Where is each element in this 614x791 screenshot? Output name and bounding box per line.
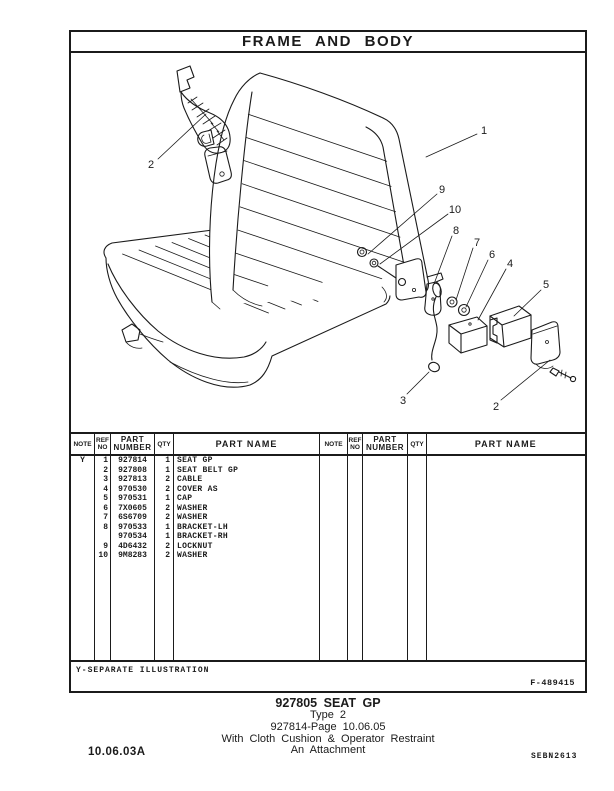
cell-part-6: 6S6709 — [111, 513, 155, 523]
cell-part-10: 9M8283 — [111, 551, 155, 561]
cell-part-2: 927813 — [111, 475, 155, 485]
empty-col-note — [320, 456, 348, 660]
callout-9-label: 9 — [438, 184, 446, 196]
page-frame — [69, 30, 587, 693]
cell-part-5: 7X0605 — [111, 504, 155, 514]
cell-name-0: SEAT GP — [177, 456, 213, 465]
cell-note-1 — [71, 466, 95, 476]
cable-part-drawing — [427, 282, 442, 373]
cell-note-8 — [71, 532, 95, 542]
col-header-note-2: NOTE — [320, 434, 348, 456]
callout-1-label: 1 — [480, 125, 488, 137]
filler-cell — [71, 561, 95, 661]
cell-ref-6: 7 — [95, 513, 111, 523]
filler-cell — [155, 561, 174, 661]
col-header-qty: QTY — [155, 434, 174, 456]
cell-ref-7: 8 — [95, 523, 111, 533]
cell-ref-0: 1 — [95, 456, 111, 466]
description-line-1: With Cloth Cushion & Operator Restraint — [221, 732, 435, 745]
callout-2b-label: 2 — [492, 401, 500, 413]
empty-col-qty — [408, 456, 427, 660]
callout-8-label: 8 — [452, 225, 460, 237]
callout-10-label: 10 — [448, 204, 462, 216]
cell-name-3: COVER AS — [177, 484, 218, 494]
cell-qty-6: 2 — [155, 513, 174, 523]
cell-qty-10: 2 — [155, 551, 174, 561]
parts-table-left — [71, 434, 320, 660]
cell-note-2 — [71, 475, 95, 485]
cell-part-3: 970530 — [111, 485, 155, 495]
cell-note-0: Y — [71, 456, 95, 466]
description-line-2: An Attachment — [290, 744, 366, 757]
cell-part-0: 927814 — [111, 456, 155, 466]
washer-6-drawing — [459, 305, 470, 316]
empty-col-part — [363, 456, 408, 660]
book-code: SEBN2613 — [531, 752, 578, 761]
cell-ref-8 — [95, 532, 111, 542]
part-group-title: 927805 SEAT GP — [275, 696, 381, 710]
table-footer-strip — [71, 660, 585, 691]
filler-cell — [111, 561, 155, 661]
washer-7-drawing — [447, 297, 457, 307]
filler-cell — [174, 561, 319, 661]
cell-qty-8: 1 — [155, 532, 174, 542]
page-title: FRAME AND BODY — [71, 32, 585, 53]
col-header-partnumber: PART NUMBER — [111, 434, 155, 456]
cell-ref-10: 10 — [95, 551, 111, 561]
cell-name-8: BRACKET-RH — [177, 532, 229, 541]
cell-name-6: WASHER — [177, 513, 208, 522]
cell-name-10: WASHER — [177, 551, 208, 560]
cell-part-9: 4D6432 — [111, 542, 155, 552]
col-header-note: NOTE — [71, 434, 95, 456]
cell-name-2: CABLE — [177, 475, 203, 484]
cell-name-5: WASHER — [177, 503, 208, 513]
separate-illustration-note: Y-SEPARATE ILLUSTRATION — [76, 666, 210, 675]
cell-ref-3: 4 — [95, 485, 111, 495]
cell-ref-1: 2 — [95, 466, 111, 476]
cell-part-1: 927808 — [111, 466, 155, 476]
filler-cell — [95, 561, 111, 661]
callout-3-label: 3 — [399, 395, 407, 407]
cell-note-9 — [71, 542, 95, 552]
cell-qty-7: 1 — [155, 523, 174, 533]
cell-name-9: LOCKNUT — [177, 541, 213, 551]
cell-qty-2: 2 — [155, 475, 174, 485]
cover-5-drawing — [490, 306, 531, 347]
cell-note-4 — [71, 494, 95, 504]
cell-qty-1: 1 — [155, 466, 174, 476]
cell-part-4: 970531 — [111, 494, 155, 504]
cell-ref-5: 6 — [95, 504, 111, 514]
col-header-partname-2: PART NAME — [427, 434, 585, 456]
page-footer — [69, 697, 587, 757]
cell-ref-9: 9 — [95, 542, 111, 552]
cell-part-7: 970533 — [111, 523, 155, 533]
cell-note-6 — [71, 513, 95, 523]
cell-note-10 — [71, 551, 95, 561]
cell-name-4: CAP — [177, 494, 193, 503]
type-line: Type 2 — [309, 709, 347, 721]
callout-4-label: 4 — [506, 258, 514, 270]
cell-ref-2: 3 — [95, 475, 111, 485]
empty-col-name — [427, 456, 585, 660]
page-reference-line: 927814-Page 10.06.05 — [270, 720, 386, 733]
empty-col-ref — [348, 456, 363, 660]
col-header-qty-2: QTY — [408, 434, 427, 456]
exploded-seat-illustration — [71, 53, 585, 432]
cell-qty-3: 2 — [155, 485, 174, 495]
figure-reference: F-489415 — [530, 678, 575, 688]
col-header-partnumber-2: PART NUMBER — [363, 434, 408, 456]
cell-qty-5: 2 — [155, 504, 174, 514]
cell-note-3 — [71, 485, 95, 495]
cell-qty-4: 1 — [155, 494, 174, 504]
callout-5-label: 5 — [542, 279, 550, 291]
callout-7-label: 7 — [473, 237, 481, 249]
seat-diagram-svg — [71, 53, 585, 432]
cover-4-drawing — [449, 317, 487, 353]
cell-name-1: SEAT BELT GP — [177, 465, 239, 475]
col-header-partname: PART NAME — [174, 434, 319, 456]
cell-name-7: BRACKET-LH — [177, 522, 229, 532]
section-code: 10.06.03A — [88, 746, 146, 758]
col-header-refno-2: REF NO — [348, 434, 363, 456]
cell-note-7 — [71, 523, 95, 533]
col-header-refno: REF NO — [95, 434, 111, 456]
parts-table — [71, 432, 585, 660]
callout-2-label: 2 — [147, 159, 155, 171]
buckle-2-drawing — [531, 322, 576, 382]
cell-ref-4: 5 — [95, 494, 111, 504]
cell-qty-9: 2 — [155, 542, 174, 552]
callout-6-label: 6 — [488, 249, 496, 261]
parts-table-right — [320, 434, 585, 660]
cell-part-8: 970534 — [111, 532, 155, 542]
cell-note-5 — [71, 504, 95, 514]
cell-qty-0: 1 — [155, 456, 174, 466]
